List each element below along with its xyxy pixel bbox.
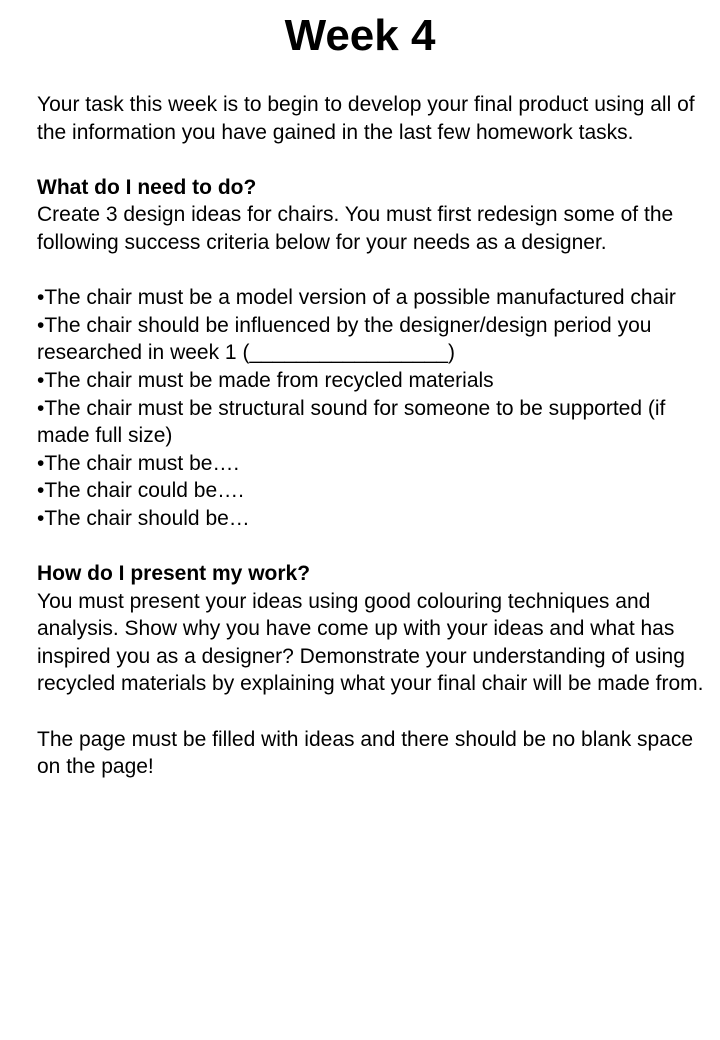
closing-paragraph: The page must be filled with ideas and there should be no blank space on the page!: [37, 727, 694, 779]
spacer: [37, 533, 707, 561]
worksheet-body: [37, 91, 707, 781]
spacer: [37, 146, 707, 174]
spacer: [37, 257, 707, 285]
spacer: [37, 698, 707, 726]
intro-paragraph: Your task this week is to begin to develop your final product using all of the information you have gained in the last few homework tasks.: [37, 93, 695, 144]
criteria-item: • The chair should be…: [37, 505, 707, 533]
page-title: Week 4: [284, 11, 436, 60]
section-heading-presentation: How do I present my work?: [37, 562, 311, 586]
section-text-presentation: You must present your ideas using good colouring techniques and analysis. Show why you have come up with your ideas and what has inspired you as a designer? Demonstrate your understanding of using recycled materials by explaining what your final chair will be made from.: [37, 589, 704, 696]
criteria-item: • The chair could be….: [37, 477, 707, 505]
criteria-item: • The chair should be influenced by the designer/design period you researched in week 1 (_________________): [37, 312, 707, 367]
criteria-item: • The chair must be structural sound for someone to be supported (if made full size): [37, 395, 707, 450]
criteria-item: • The chair must be made from recycled materials: [37, 367, 707, 395]
criteria-item: • The chair must be….: [37, 450, 707, 478]
section-heading-what-to-do: What do I need to do?: [37, 175, 257, 199]
section-text-what-to-do: Create 3 design ideas for chairs. You must first redesign some of the following success criteria below for your needs as a designer.: [37, 203, 674, 254]
success-criteria-list: [37, 284, 707, 532]
criteria-item: • The chair must be a model version of a possible manufactured chair: [37, 284, 707, 312]
